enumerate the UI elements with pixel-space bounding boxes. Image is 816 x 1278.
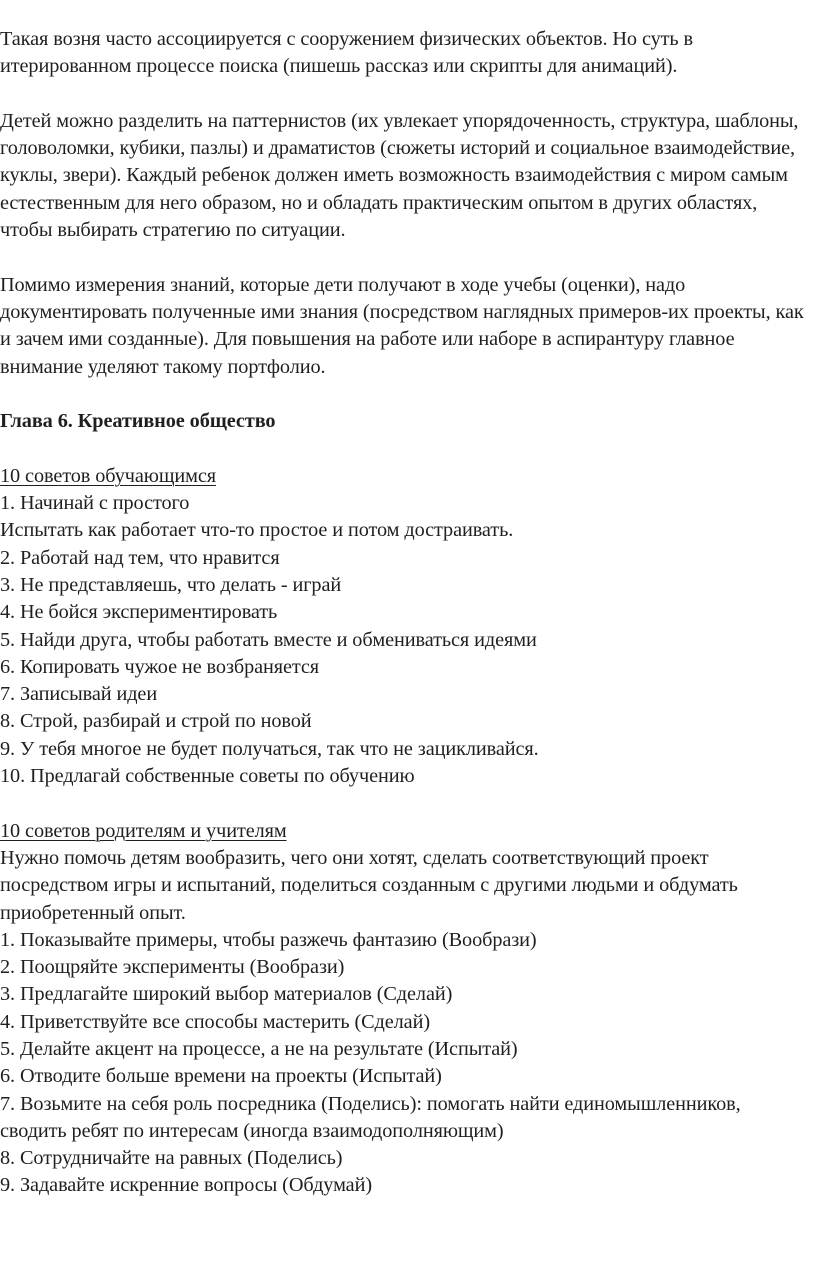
list-item: 7. Записывай идеи <box>0 683 158 706</box>
list-item: 8. Строй, разбирай и строй по новой <box>0 710 312 733</box>
list-item: 2. Поощряйте эксперименты (Вообрази) <box>0 956 345 979</box>
list-item: 4. Не бойся экспериментировать <box>0 601 278 624</box>
spacer <box>0 435 812 462</box>
list-item: 3. Предлагайте широкий выбор материалов (Сделай) <box>0 983 453 1006</box>
spacer <box>0 381 812 408</box>
list-item: 4. Приветствуйте все способы мастерить (Сделай) <box>0 1010 430 1033</box>
spacer <box>0 790 812 817</box>
list-item: 7. Возьмите на себя роль посредника (Поделись): помогать найти единомышленников, сводить ребят по интересам (иногда взаимодополняющим) <box>0 1092 741 1142</box>
list-item: 6. Отводите больше времени на проекты (Испытай) <box>0 1065 442 1088</box>
chapter-title: Глава 6. Креативное общество <box>0 410 276 433</box>
list-item: Испытать как работает что-то простое и потом достраивать. <box>0 519 514 542</box>
document-page <box>0 26 812 1200</box>
list-item: 5. Найди друга, чтобы работать вместе и обмениваться идеями <box>0 628 537 651</box>
parents-tips-heading: 10 советов родителям и учителям <box>0 819 287 842</box>
students-tips-heading: 10 советов обучающимся <box>0 464 216 487</box>
list-item: 2. Работай над тем, что нравится <box>0 546 280 569</box>
list-item: 6. Копировать чужое не возбраняется <box>0 655 320 678</box>
list-item: 1. Показывайте примеры, чтобы разжечь фантазию (Вообрази) <box>0 928 537 951</box>
list-item: 3. Не представляешь, что делать - играй <box>0 573 342 596</box>
list-item: 9. Задавайте искренние вопросы (Обдумай) <box>0 1174 372 1197</box>
paragraph-patterners-dramatists: Детей можно разделить на паттернистов (их увлекает упорядоченность, структура, шаблоны, головоломки, кубики, пазлы) и драматистов (сюжеты историй и социальное взаимодействие, куклы, звери). Каждый ребенок должен иметь возможность взаимодействия с миром самым естественным для него образом, но и обладать практическим опытом в других областях, чтобы выбирать стратегию по ситуации. <box>0 109 799 242</box>
list-item: 8. Сотрудничайте на равных (Поделись) <box>0 1147 343 1170</box>
list-item: 10. Предлагай собственные советы по обучению <box>0 765 415 788</box>
list-item: 5. Делайте акцент на процессе, а не на результате (Испытай) <box>0 1037 518 1060</box>
spacer <box>0 81 812 108</box>
paragraph-portfolio: Помимо измерения знаний, которые дети получают в ходе учебы (оценки), надо документировать полученные ими знания (посредством наглядных примеров-их проекты, как и зачем ими созданные). Для повышения на работе или наборе в аспирантуру главное внимание уделяют такому портфолио. <box>0 273 804 378</box>
paragraph-tinkering: Такая возня часто ассоциируется с сооружением физических объектов. Но суть в итерированном процессе поиска (пишешь рассказ или скрипты для анимаций). <box>0 28 693 78</box>
parents-intro: Нужно помочь детям вообразить, чего они хотят, сделать соответствующий проект посредством игры и испытаний, поделиться созданным с другими людьми и обдумать приобретенный опыт. <box>0 846 738 924</box>
list-item: 1. Начинай с простого <box>0 492 190 515</box>
spacer <box>0 244 812 271</box>
list-item: 9. У тебя многое не будет получаться, так что не зацикливайся. <box>0 737 539 760</box>
